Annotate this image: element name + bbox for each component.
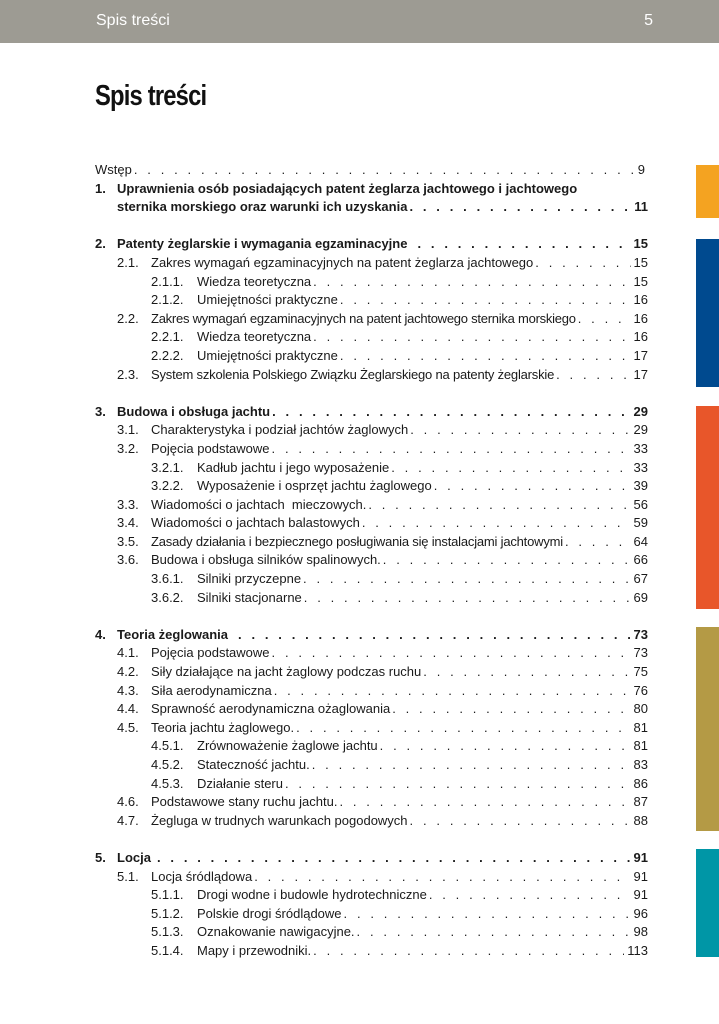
toc-section-number: 2.3. bbox=[117, 366, 139, 382]
toc-entry-label: Budowa i obsługa silników spalinowych. bbox=[151, 551, 383, 570]
toc-entry-page: 88 bbox=[631, 812, 648, 831]
toc-section-3-4[interactable] bbox=[95, 514, 648, 533]
leader-dots bbox=[340, 347, 631, 366]
leader-dots bbox=[410, 812, 631, 831]
toc-chapter-number: 2. bbox=[95, 236, 106, 252]
toc-entry-page: 81 bbox=[631, 737, 648, 756]
leader-dots bbox=[313, 273, 630, 292]
toc-section-number: 3.5. bbox=[117, 533, 139, 549]
leader-dots bbox=[368, 496, 630, 515]
toc-entry-page: 91 bbox=[631, 868, 648, 887]
side-tab-teal bbox=[696, 849, 719, 957]
toc-chapter-title-line2: sternika morskiego oraz warunki ich uzyskania bbox=[117, 198, 409, 217]
toc-entry-page: 39 bbox=[631, 477, 648, 496]
toc-section-4-7[interactable] bbox=[95, 812, 648, 831]
toc-section-2-2[interactable] bbox=[95, 310, 648, 329]
toc-entry-page: 16 bbox=[631, 310, 648, 329]
toc-subsection-number: 2.2.1. bbox=[151, 329, 184, 345]
toc-chapter-number: 5. bbox=[95, 849, 106, 865]
toc-entry-page: 64 bbox=[631, 533, 648, 552]
leader-dots bbox=[380, 737, 631, 756]
leader-dots bbox=[304, 589, 631, 608]
toc-entry-label: Locja śródlądowa bbox=[151, 868, 254, 887]
toc-entry-page: 81 bbox=[631, 719, 648, 738]
toc-section-number: 2.2. bbox=[117, 310, 139, 326]
toc-entry-label: Drogi wodne i budowle hydrotechniczne bbox=[197, 886, 429, 905]
toc-entry-page: 29 bbox=[631, 421, 648, 440]
toc-subsection-number: 4.5.3. bbox=[151, 775, 184, 791]
toc-subsection-2-1-1[interactable] bbox=[95, 273, 648, 292]
toc-section-number: 4.3. bbox=[117, 682, 139, 698]
toc-section-2-1[interactable] bbox=[95, 254, 648, 273]
toc-entry-label: Kadłub jachtu i jego wyposażenie bbox=[197, 459, 391, 478]
leader-dots bbox=[254, 868, 630, 887]
toc-section-3-6[interactable] bbox=[95, 551, 648, 570]
side-tab-red bbox=[696, 406, 719, 609]
toc-chapter-4[interactable] bbox=[95, 626, 648, 645]
leader-dots bbox=[535, 254, 630, 273]
toc-subsection-number: 4.5.1. bbox=[151, 738, 184, 754]
leader-dots bbox=[417, 235, 630, 254]
page-title: Spis treści bbox=[95, 80, 207, 112]
leader-dots bbox=[296, 719, 630, 738]
toc-entry-page: 75 bbox=[631, 663, 648, 682]
toc-entry-page: 29 bbox=[631, 403, 648, 422]
toc-entry-page: 96 bbox=[631, 905, 648, 924]
toc-entry-label: Zakres wymagań egzaminacyjnych na patent jachtowego sternika morskiego bbox=[151, 310, 578, 329]
side-tab-orange bbox=[696, 165, 719, 218]
header-page-number: 5 bbox=[644, 12, 653, 29]
toc-chapter-number: 4. bbox=[95, 626, 106, 642]
toc-entry-page: 17 bbox=[631, 366, 648, 385]
toc-subsection-3-6-2[interactable] bbox=[95, 589, 648, 608]
toc-section-3-3[interactable] bbox=[95, 496, 648, 515]
toc-entry-page: 33 bbox=[631, 440, 648, 459]
toc-section-number: 4.2. bbox=[117, 664, 139, 680]
toc-entry-label: Pojęcia podstawowe bbox=[151, 644, 272, 663]
toc-entry-page: 16 bbox=[631, 328, 648, 347]
leader-dots bbox=[312, 756, 631, 775]
leader-dots bbox=[339, 793, 630, 812]
toc-entry-label: Locja bbox=[117, 849, 157, 868]
toc-entry-label: Mapy i przewodniki. bbox=[197, 942, 313, 961]
toc-entry-label: Silniki stacjonarne bbox=[197, 589, 304, 608]
toc-entry-label: Budowa i obsługa jachtu bbox=[117, 403, 272, 422]
toc-entry-label: Działanie steru bbox=[197, 775, 285, 794]
toc-entry-label: Siła aerodynamiczna bbox=[151, 682, 274, 701]
toc-section-number: 4.4. bbox=[117, 701, 139, 717]
leader-dots bbox=[434, 477, 631, 496]
toc-entry-label: Silniki przyczepne bbox=[197, 570, 303, 589]
leader-dots bbox=[578, 310, 631, 329]
leader-dots bbox=[313, 942, 624, 961]
toc-subsection-number: 2.2.2. bbox=[151, 347, 184, 363]
toc-subsection-4-5-2[interactable] bbox=[95, 756, 648, 775]
toc-entry-label: Żegluga w trudnych warunkach pogodowych bbox=[151, 812, 410, 831]
toc-subsection-number: 3.6.2. bbox=[151, 589, 184, 605]
toc-section-3-5[interactable] bbox=[95, 533, 648, 552]
leader-dots bbox=[313, 328, 630, 347]
leader-dots bbox=[556, 366, 630, 385]
toc-entry-page: 15 bbox=[631, 273, 648, 292]
toc-entry-page: 113 bbox=[624, 942, 648, 961]
toc-entry-label: Zrównoważenie żaglowe jachtu bbox=[197, 737, 380, 756]
toc-entry-page: 15 bbox=[631, 254, 648, 273]
toc-entry-page: 73 bbox=[631, 644, 648, 663]
toc-subsection-5-1-1[interactable] bbox=[95, 886, 648, 905]
toc-subsection-number: 5.1.3. bbox=[151, 924, 184, 940]
toc-entry-wstep[interactable] bbox=[95, 161, 648, 180]
toc-section-4-5[interactable] bbox=[95, 719, 648, 738]
toc-chapter-number: 1. bbox=[95, 180, 106, 196]
toc-entry-label: Wyposażenie i osprzęt jachtu żaglowego bbox=[197, 477, 434, 496]
toc-entry-page: 56 bbox=[631, 496, 648, 515]
leader-dots bbox=[303, 570, 630, 589]
leader-dots bbox=[238, 626, 631, 645]
toc-entry-page: 83 bbox=[631, 756, 648, 775]
toc-entry-page: 15 bbox=[631, 235, 648, 254]
toc-entry-page: 76 bbox=[631, 682, 648, 701]
toc-entry-label: Wstęp bbox=[95, 161, 134, 180]
leader-dots bbox=[409, 198, 631, 217]
toc-entry-label: Stateczność jachtu. bbox=[197, 756, 312, 775]
toc-subsection-4-5-3[interactable] bbox=[95, 775, 648, 794]
leader-dots bbox=[429, 886, 631, 905]
leader-dots bbox=[272, 403, 630, 422]
toc-entry-page: 73 bbox=[631, 626, 648, 645]
toc-subsection-number: 3.2.1. bbox=[151, 459, 184, 475]
toc-subsection-2-2-1[interactable] bbox=[95, 328, 648, 347]
leader-dots bbox=[423, 663, 630, 682]
toc-section-4-2[interactable] bbox=[95, 663, 648, 682]
toc-section-number: 4.5. bbox=[117, 719, 139, 735]
toc-entry-label: Umiejętności praktyczne bbox=[197, 347, 340, 366]
toc-chapter-3[interactable] bbox=[95, 403, 648, 422]
toc-section-number: 4.6. bbox=[117, 794, 139, 810]
toc-subsection-3-6-1[interactable] bbox=[95, 570, 648, 589]
toc-entry-page: 67 bbox=[631, 570, 648, 589]
toc-section-4-1[interactable] bbox=[95, 644, 648, 663]
toc-chapter-number: 3. bbox=[95, 403, 106, 419]
toc-entry-label: Charakterystyka i podział jachtów żaglowych bbox=[151, 421, 410, 440]
toc-section-number: 3.4. bbox=[117, 515, 139, 531]
toc-chapter-title-line1: Uprawnienia osób posiadających patent żeglarza jachtowego i jachtowego bbox=[117, 180, 578, 196]
toc-section-number: 3.6. bbox=[117, 552, 139, 568]
side-tab-blue bbox=[696, 239, 719, 387]
toc-section-number: 5.1. bbox=[117, 868, 139, 884]
toc-chapter-1-cont[interactable] bbox=[95, 198, 648, 217]
toc-chapter-2[interactable] bbox=[95, 235, 648, 254]
side-tab-olive bbox=[696, 627, 719, 831]
toc-subsection-2-1-2[interactable] bbox=[95, 291, 648, 310]
toc-entry-page: 98 bbox=[631, 923, 648, 942]
running-header bbox=[0, 0, 719, 43]
leader-dots bbox=[285, 775, 631, 794]
toc-section-number: 4.1. bbox=[117, 645, 139, 661]
toc-chapter-1[interactable] bbox=[95, 180, 648, 199]
toc-entry-label: Pojęcia podstawowe bbox=[151, 440, 272, 459]
toc-subsection-number: 5.1.2. bbox=[151, 905, 184, 921]
toc-section-4-4[interactable] bbox=[95, 700, 648, 719]
toc-entry-page: 59 bbox=[631, 514, 648, 533]
toc-entry-label: Podstawowe stany ruchu jachtu. bbox=[151, 793, 339, 812]
toc-entry-label: Zasady działania i bezpiecznego posługiwania się instalacjami jachtowymi bbox=[151, 533, 565, 552]
toc-subsection-5-1-3[interactable] bbox=[95, 923, 648, 942]
toc-entry-label: Polskie drogi śródlądowe bbox=[197, 905, 344, 924]
toc-section-number: 2.1. bbox=[117, 254, 139, 270]
toc-subsection-4-5-1[interactable] bbox=[95, 737, 648, 756]
toc-entry-label: Siły działające na jacht żaglowy podczas ruchu bbox=[151, 663, 423, 682]
toc-entry-page: 80 bbox=[631, 700, 648, 719]
toc-entry-label: Wiadomości o jachtach mieczowych. bbox=[151, 496, 368, 515]
toc-subsection-number: 2.1.1. bbox=[151, 273, 184, 289]
leader-dots bbox=[344, 905, 631, 924]
toc-section-2-3[interactable] bbox=[95, 366, 648, 385]
toc-section-number: 3.1. bbox=[117, 422, 139, 438]
header-title: Spis treści bbox=[96, 12, 170, 29]
toc-section-3-2[interactable] bbox=[95, 440, 648, 459]
toc-entry-label: Teoria jachtu żaglowego. bbox=[151, 719, 296, 738]
toc-entry-label: Wiedza teoretyczna bbox=[197, 273, 313, 292]
toc-entry-page: 87 bbox=[631, 793, 648, 812]
toc-subsection-5-1-4[interactable] bbox=[95, 942, 648, 961]
toc-subsection-5-1-2[interactable] bbox=[95, 905, 648, 924]
leader-dots bbox=[272, 440, 631, 459]
toc-chapter-5[interactable] bbox=[95, 849, 648, 868]
toc-subsection-2-2-2[interactable] bbox=[95, 347, 648, 366]
leader-dots bbox=[565, 533, 631, 552]
toc-section-5-1[interactable] bbox=[95, 868, 648, 887]
toc-section-number: 3.3. bbox=[117, 496, 139, 512]
leader-dots bbox=[410, 421, 630, 440]
toc-subsection-number: 5.1.4. bbox=[151, 942, 184, 958]
leader-dots bbox=[392, 700, 630, 719]
toc-entry-label: Patenty żeglarskie i wymagania egzaminacyjne bbox=[117, 235, 417, 254]
toc-section-3-1[interactable] bbox=[95, 421, 648, 440]
toc-entry-page: 11 bbox=[631, 198, 648, 217]
toc-entry-label: Sprawność aerodynamiczna ożaglowania bbox=[151, 700, 392, 719]
leader-dots bbox=[274, 682, 631, 701]
toc-entry-label: Wiedza teoretyczna bbox=[197, 328, 313, 347]
toc-entry-page: 91 bbox=[631, 849, 648, 868]
toc-entry-page: 91 bbox=[631, 886, 648, 905]
leader-dots bbox=[383, 551, 631, 570]
toc-subsection-number: 3.2.2. bbox=[151, 478, 184, 494]
toc-subsection-number: 3.6.1. bbox=[151, 571, 184, 587]
toc-entry-label: Zakres wymagań egzaminacyjnych na patent żeglarza jachtowego bbox=[151, 254, 535, 273]
toc-section-4-3[interactable] bbox=[95, 682, 648, 701]
leader-dots bbox=[157, 849, 631, 868]
leader-dots bbox=[340, 291, 631, 310]
toc-subsection-number: 5.1.1. bbox=[151, 887, 184, 903]
toc-section-number: 3.2. bbox=[117, 440, 139, 456]
toc-entry-page: 86 bbox=[631, 775, 648, 794]
leader-dots bbox=[391, 459, 630, 478]
leader-dots bbox=[272, 644, 631, 663]
toc-subsection-3-2-2[interactable] bbox=[95, 477, 648, 496]
toc-subsection-number: 2.1.2. bbox=[151, 292, 184, 308]
toc-entry-label: Oznakowanie nawigacyjne. bbox=[197, 923, 357, 942]
toc-entry-label: Wiadomości o jachtach balastowych bbox=[151, 514, 362, 533]
leader-dots bbox=[134, 161, 635, 180]
toc-entry-label: Umiejętności praktyczne bbox=[197, 291, 340, 310]
toc-entry-page: 66 bbox=[631, 551, 648, 570]
toc-entry-page: 17 bbox=[631, 347, 648, 366]
table-of-contents bbox=[95, 160, 648, 961]
toc-entry-page: 9 bbox=[635, 161, 648, 180]
toc-entry-page: 69 bbox=[631, 589, 648, 608]
toc-subsection-3-2-1[interactable] bbox=[95, 459, 648, 478]
leader-dots bbox=[357, 923, 631, 942]
toc-entry-label: Teoria żeglowania bbox=[117, 626, 238, 645]
leader-dots bbox=[362, 514, 631, 533]
toc-section-4-6[interactable] bbox=[95, 793, 648, 812]
toc-entry-page: 33 bbox=[631, 459, 648, 478]
toc-subsection-number: 4.5.2. bbox=[151, 757, 184, 772]
toc-section-number: 4.7. bbox=[117, 812, 139, 828]
toc-entry-page: 16 bbox=[631, 291, 648, 310]
toc-entry-label: System szkolenia Polskiego Związku Żeglarskiego na patenty żeglarskie bbox=[151, 366, 556, 385]
